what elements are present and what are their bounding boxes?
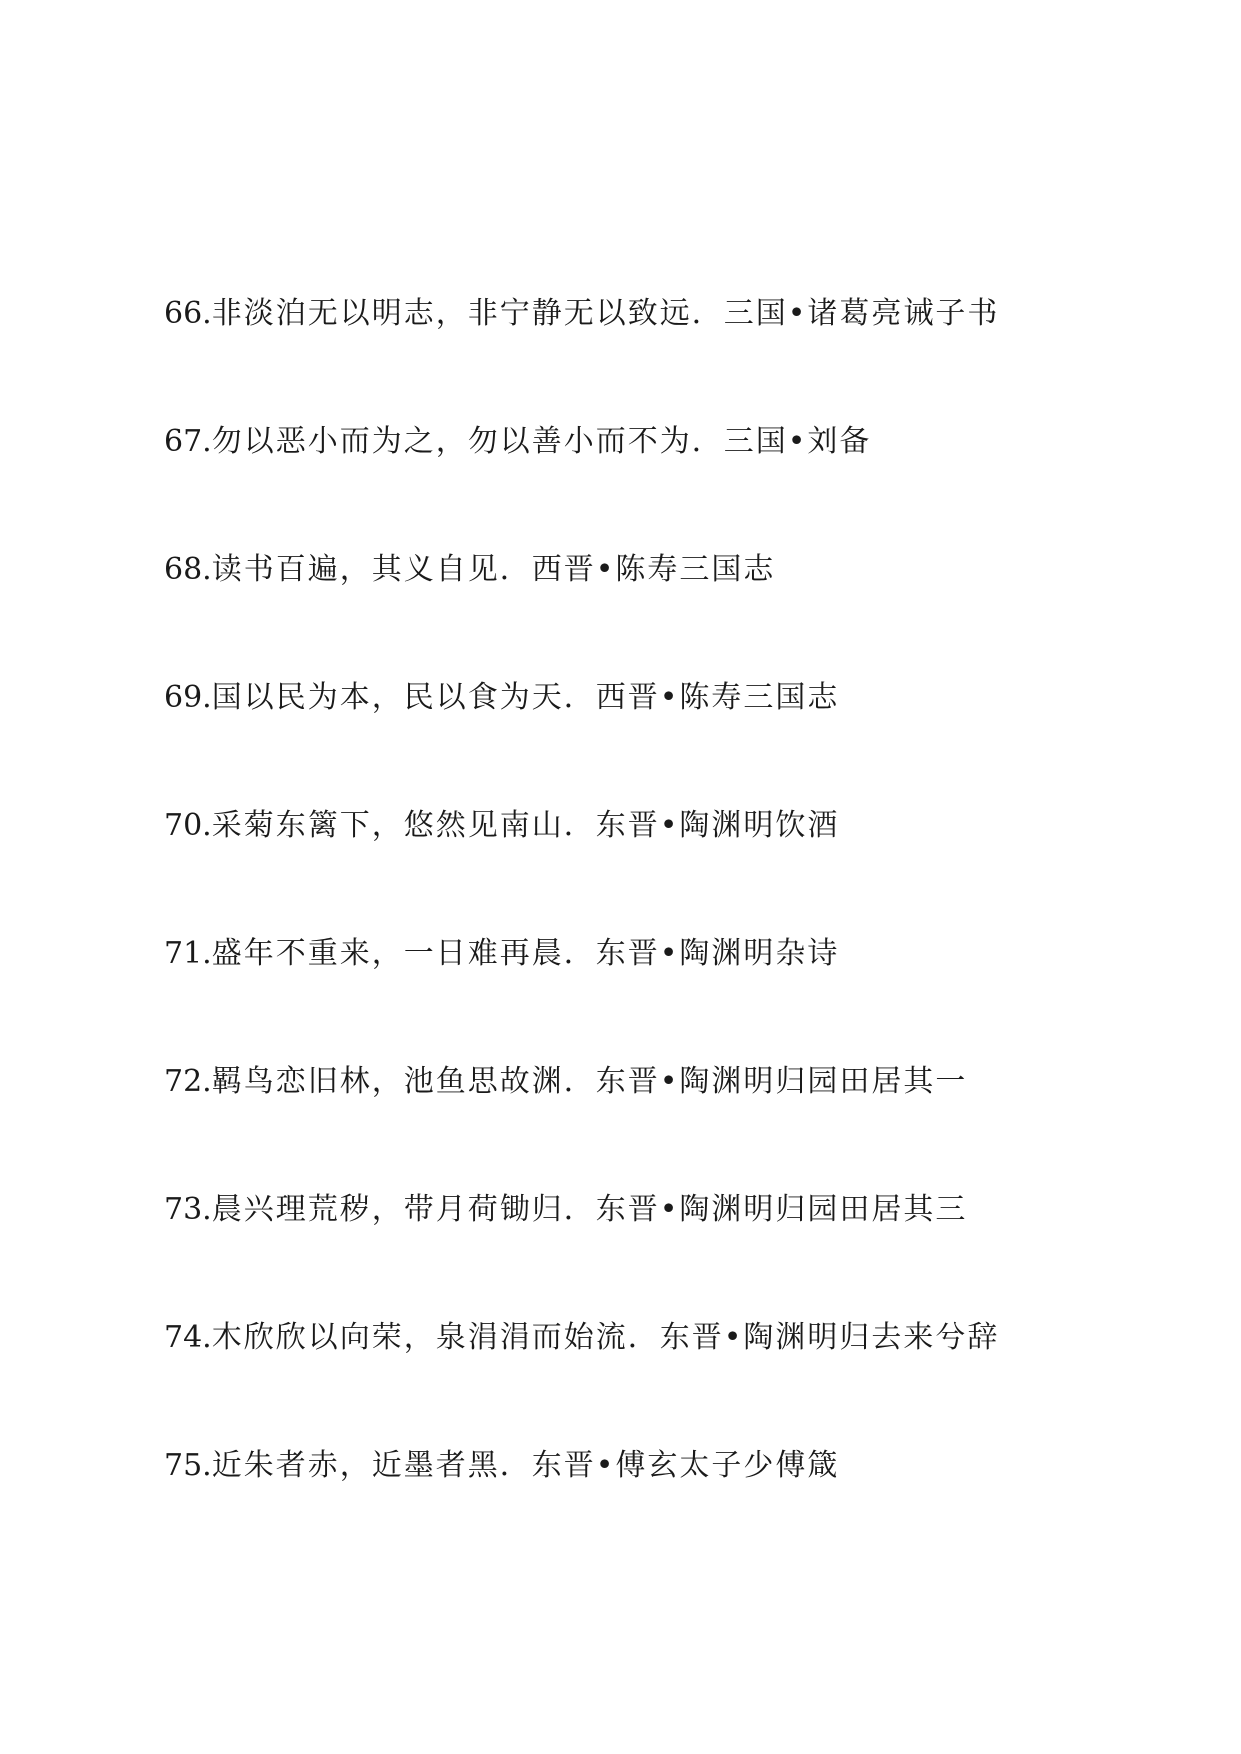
list-item [164, 932, 839, 976]
item-number: 72. [164, 1064, 212, 1099]
item-number: 70. [164, 808, 212, 843]
list-item [164, 420, 871, 464]
item-number: 75. [164, 1448, 212, 1483]
item-number: 74. [164, 1320, 212, 1355]
item-number: 71. [164, 936, 212, 971]
list-item [164, 548, 775, 592]
item-text: 读书百遍，其义自见．西晋•陈寿三国志 [211, 552, 776, 587]
item-text: 近朱者赤，近墨者黑．东晋•傅玄太子少傅箴 [211, 1448, 840, 1483]
item-text: 木欣欣以向荣，泉涓涓而始流．东晋•陶渊明归去来兮辞 [211, 1320, 1000, 1355]
item-text: 盛年不重来，一日难再晨．东晋•陶渊明杂诗 [211, 936, 840, 971]
list-item [164, 1060, 967, 1104]
item-number: 73. [164, 1192, 212, 1227]
item-text: 晨兴理荒秽，带月荷锄归．东晋•陶渊明归园田居其三 [211, 1192, 968, 1227]
item-number: 69. [164, 680, 212, 715]
list-item [164, 1316, 999, 1360]
item-number: 66. [164, 296, 212, 331]
list-item [164, 1188, 967, 1232]
list-item [164, 804, 839, 848]
list-item [164, 676, 839, 720]
item-text: 非淡泊无以明志，非宁静无以致远．三国•诸葛亮诫子书 [211, 296, 1000, 331]
item-number: 67. [164, 424, 212, 459]
item-number: 68. [164, 552, 212, 587]
item-text: 采菊东篱下，悠然见南山．东晋•陶渊明饮酒 [211, 808, 840, 843]
item-text: 勿以恶小而为之，勿以善小而不为．三国•刘备 [211, 424, 872, 459]
item-text: 羁鸟恋旧林，池鱼思故渊．东晋•陶渊明归园田居其一 [211, 1064, 968, 1099]
list-item [164, 1444, 839, 1488]
list-item [164, 292, 999, 336]
item-text: 国以民为本，民以食为天．西晋•陈寿三国志 [211, 680, 840, 715]
